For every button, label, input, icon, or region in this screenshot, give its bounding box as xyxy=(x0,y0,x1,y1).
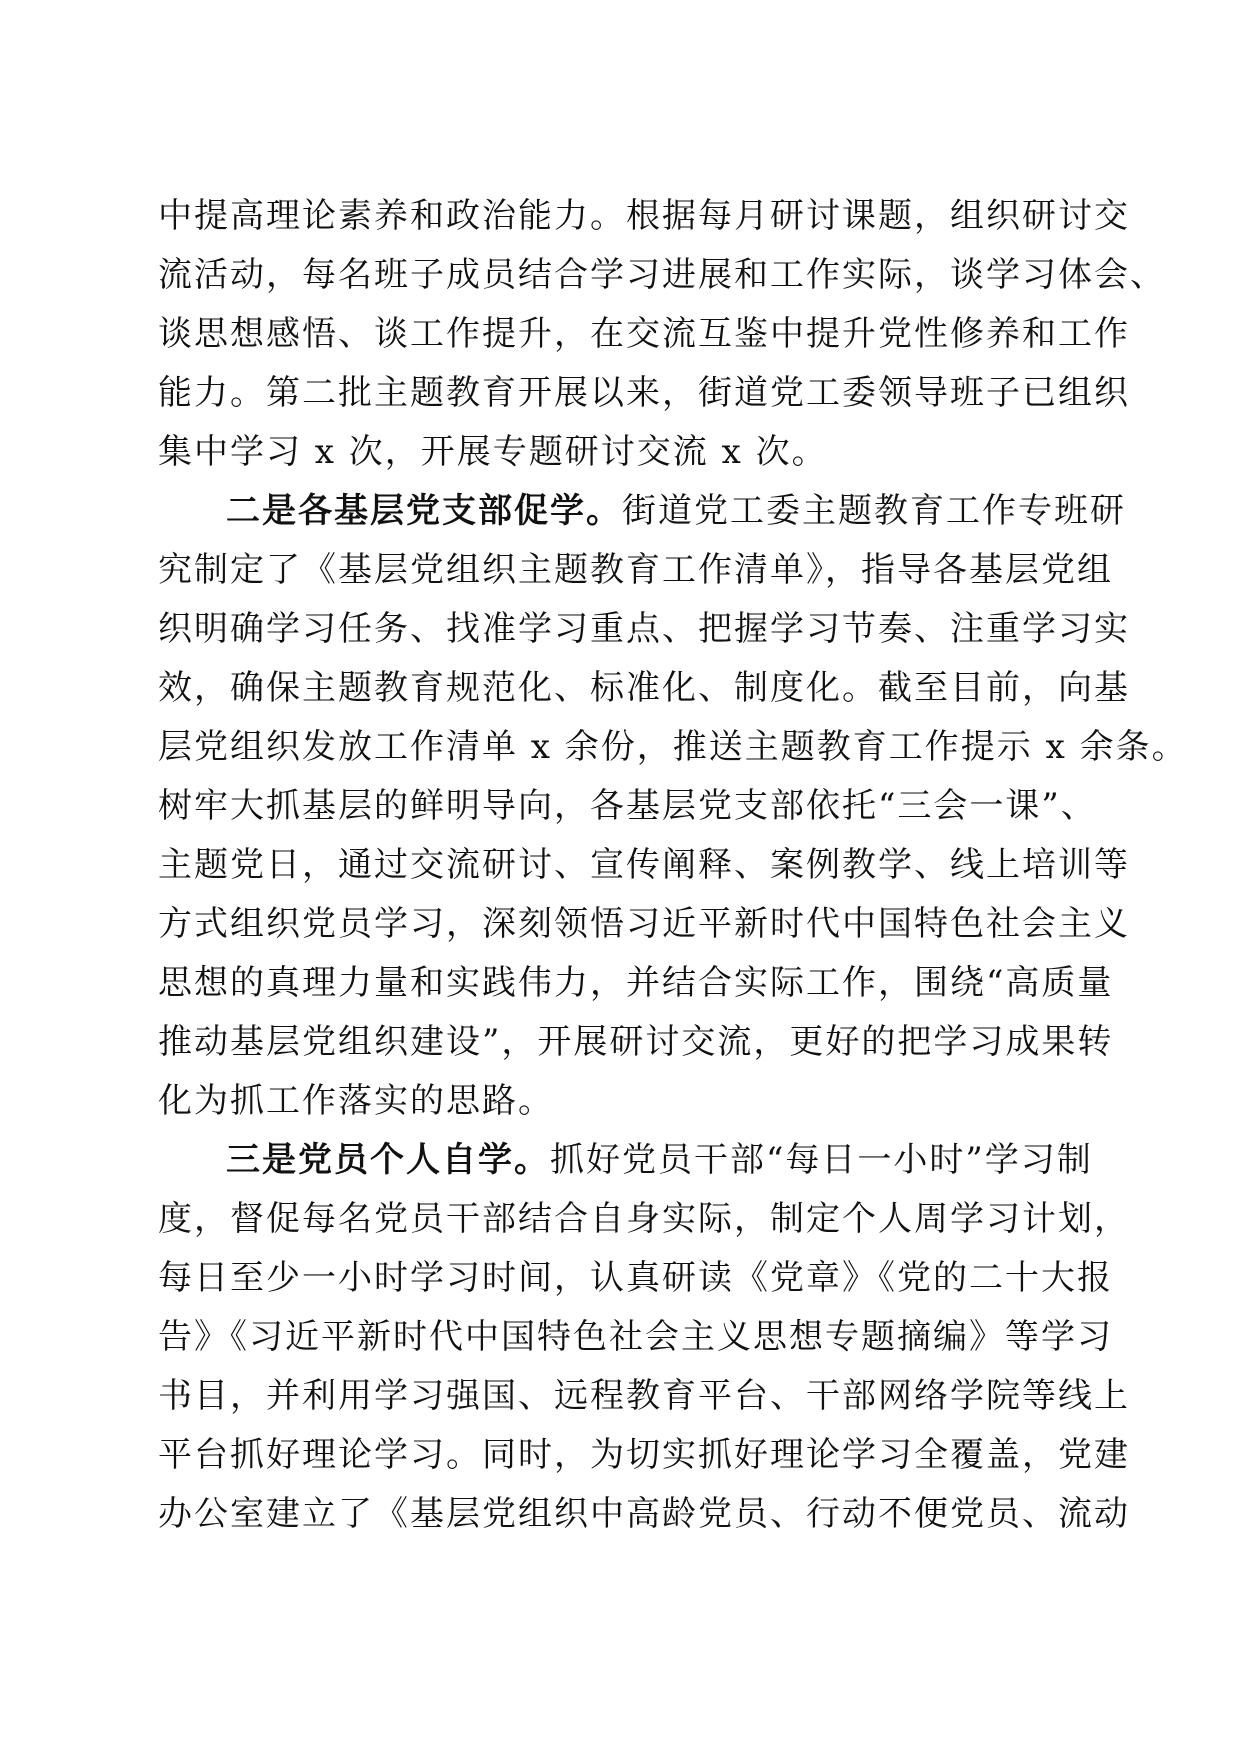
text-line xyxy=(226,1140,1093,1180)
text-line: 思想的真理力量和实践伟力，并结合实际工作，围绕“高质量 xyxy=(158,963,1114,1003)
paragraph-3-lead: 三是党员个人自学。 xyxy=(226,1140,550,1180)
text-line: 每日至少一小时学习时间，认真研读《党章》《党的二十大报 xyxy=(158,1258,1113,1298)
text-line: 流活动，每名班子成员结合学习进展和工作实际，谈学习体会、 xyxy=(158,255,1166,295)
text-line: 推动基层党组织建设”，开展研讨交流，更好的把学习成果转 xyxy=(158,1022,1114,1062)
text-line: 书目，并利用学习强国、远程教育平台、干部网络学院等线上 xyxy=(158,1376,1130,1416)
text-line: 度，督促每名党员干部结合自身实际，制定个人周学习计划， xyxy=(158,1199,1130,1239)
paragraph-2-first-line: 街道党工委主题教育工作专班研 xyxy=(622,491,1126,531)
text-line: 主题党日，通过交流研讨、宣传阐释、案例教学、线上培训等 xyxy=(158,845,1130,885)
text-line: 层党组织发放工作清单 x 余份，推送主题教育工作提示 x 余条。 xyxy=(158,727,1188,767)
text-line: 化为抓工作落实的思路。 xyxy=(158,1081,554,1121)
text-line: 谈思想感悟、谈工作提升，在交流互鉴中提升党性修养和工作 xyxy=(158,314,1130,354)
text-line: 效，确保主题教育规范化、标准化、制度化。截至目前，向基 xyxy=(158,668,1130,708)
text-line: 方式组织党员学习，深刻领悟习近平新时代中国特色社会主义 xyxy=(158,904,1130,944)
text-line: 中提高理论素养和政治能力。根据每月研讨课题，组织研讨交 xyxy=(158,196,1130,236)
text-line: 究制定了《基层党组织主题教育工作清单》，指导各基层党组 xyxy=(158,550,1113,590)
text-line: 办公室建立了《基层党组织中高龄党员、行动不便党员、流动 xyxy=(158,1494,1130,1534)
paragraph-3-first-line: 抓好党员干部“每日一小时”学习制 xyxy=(550,1140,1093,1180)
text-line xyxy=(226,491,1126,531)
paragraph-2-lead: 二是各基层党支部促学。 xyxy=(226,491,622,531)
text-line: 树牢大抓基层的鲜明导向，各基层党支部依托“三会一课”、 xyxy=(158,786,1097,826)
text-line: 集中学习 x 次，开展专题研讨交流 x 次。 xyxy=(158,432,828,472)
text-line: 平台抓好理论学习。同时，为切实抓好理论学习全覆盖，党建 xyxy=(158,1435,1130,1475)
text-line: 织明确学习任务、找准学习重点、把握学习节奏、注重学习实 xyxy=(158,609,1130,649)
text-line: 能力。第二批主题教育开展以来，街道党工委领导班子已组织 xyxy=(158,373,1130,413)
text-line: 告》《习近平新时代中国特色社会主义思想专题摘编》等学习 xyxy=(158,1317,1113,1357)
